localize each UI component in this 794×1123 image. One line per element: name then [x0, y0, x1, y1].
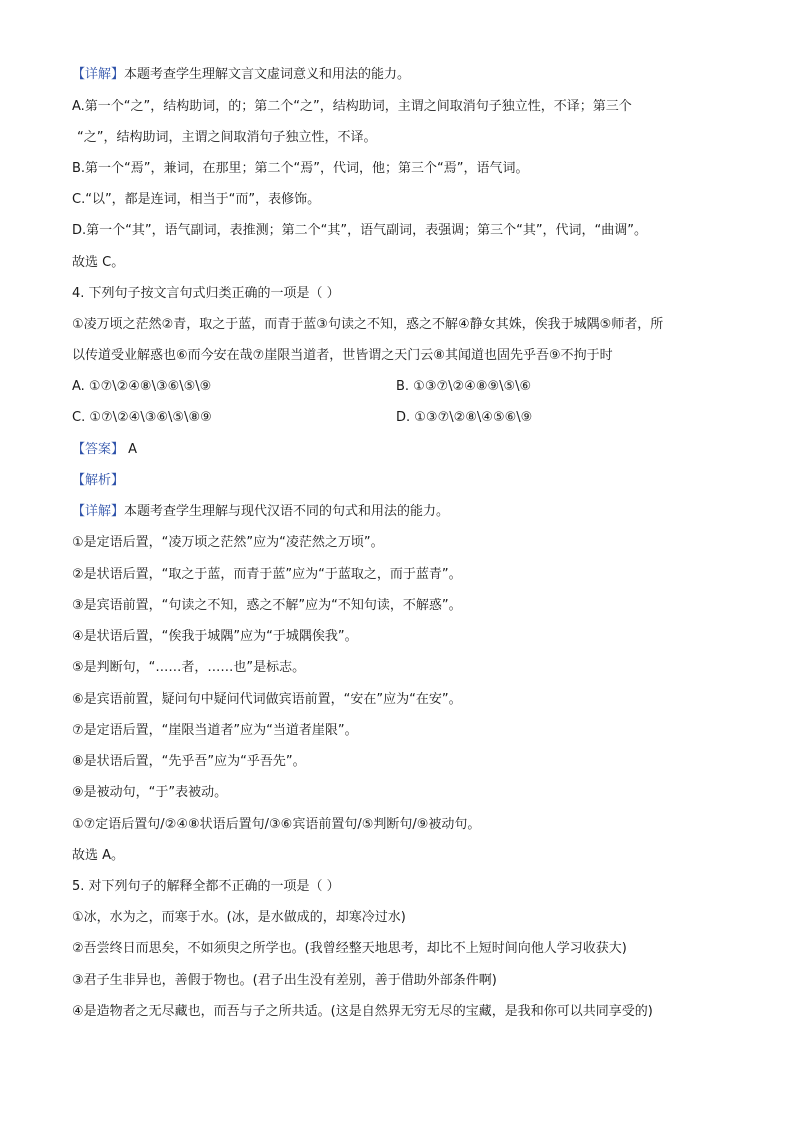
- detail-item-6: ⑥是宾语前置，疑问句中疑问代词做宾语前置，“安在”应为“在安”。: [72, 692, 462, 707]
- explanation-a-line2: “之”，结构助词，主谓之间取消句子独立性，不译。: [77, 130, 377, 145]
- analysis-line: [72, 472, 124, 490]
- question-4-sentences-line2: 以传道受业解惑也⑥而今安在哉⑦崖限当道者，世皆谓之天门云⑧其闻道也固先乎吾⑨不拘于时: [72, 348, 613, 363]
- question-5-sentence-3: ③君子生非异也，善假于物也。(君子出生没有差别，善于借助外部条件啊): [72, 973, 497, 988]
- answer-line: [72, 441, 137, 459]
- question-4-sentences-line1: ①凌万顷之茫然②青，取之于蓝，而青于蓝③句读之不知，惑之不解④静女其姝，俟我于城隅⑤师者，所: [72, 317, 664, 332]
- question-5-sentence-4: ④是造物者之无尽藏也，而吾与子之所共适。(这是自然界无穷无尽的宝藏，是我和你可以共同享受的): [72, 1004, 653, 1019]
- detail-item-9: ⑨是被动句，“于”表被动。: [72, 785, 228, 800]
- detail-heading-line-2: [72, 503, 449, 521]
- detail-heading-line: [72, 66, 410, 84]
- answer-value: A: [128, 442, 138, 457]
- question-5-sentence-1: ①冰，水为之，而寒于水。(冰，是水做成的，却寒冷过水): [72, 910, 406, 925]
- detail-text: 本题考查学生理解文言文虚词意义和用法的能力。: [124, 67, 411, 82]
- explanation-d: D.第一个“其”，语气副词，表推测；第二个“其”，语气副词，表强调；第三个“其”，代词，“曲调”。: [72, 223, 648, 238]
- option-c: C. ①⑦\②④\③⑥\⑤\⑧⑨: [72, 410, 212, 425]
- explanation-b: B.第一个“焉”，兼词，在那里；第二个“焉”，代词，他；第三个“焉”，语气词。: [72, 161, 529, 176]
- question-5-stem: 5. 对下列句子的解释全都不正确的一项是（ ）: [72, 879, 340, 894]
- question-4-stem: 4. 下列句子按文言句式归类正确的一项是（ ）: [72, 286, 340, 301]
- detail-item-3: ③是宾语前置，“句读之不知，惑之不解”应为“不知句读，不解惑”。: [72, 598, 462, 613]
- explanation-c: C.“以”，都是连词，相当于“而”，表修饰。: [72, 192, 321, 207]
- detail-item-2: ②是状语后置，“取之于蓝，而青于蓝”应为“于蓝取之，而于蓝青”。: [72, 567, 462, 582]
- detail-item-7: ⑦是定语后置，“崖限当道者”应为“当道者崖限”。: [72, 723, 358, 738]
- option-d: D. ①③⑦\②⑧\④⑤⑥\⑨: [396, 410, 533, 425]
- conclusion-c: 故选 C。: [72, 255, 125, 270]
- detail-text-2: 本题考查学生理解与现代汉语不同的句式和用法的能力。: [124, 504, 450, 519]
- detail-item-8: ⑧是状语后置，“先乎吾”应为“乎吾先”。: [72, 754, 306, 769]
- detail-item-5: ⑤是判断句，“……者，……也”是标志。: [72, 660, 306, 675]
- detail-tag-2: 【详解】: [72, 504, 125, 519]
- detail-item-1: ①是定语后置，“凌万顷之茫然”应为“凌茫然之万顷”。: [72, 535, 384, 550]
- explanation-a-line1: A.第一个“之”，结构助词，的；第二个“之”，结构助词，主谓之间取消句子独立性，不译；第三个: [72, 99, 632, 114]
- detail-item-4: ④是状语后置，“俟我于城隅”应为“于城隅俟我”。: [72, 629, 358, 644]
- conclusion-a: 故选 A。: [72, 848, 125, 863]
- option-a: A. ①⑦\②④⑧\③⑥\⑤\⑨: [72, 379, 212, 394]
- detail-tag: 【详解】: [72, 67, 125, 82]
- detail-summary: ①⑦定语后置句/②④⑧状语后置句/③⑥宾语前置句/⑤判断句/⑨被动句。: [72, 817, 481, 832]
- analysis-tag: 【解析】: [72, 473, 125, 488]
- answer-tag: 【答案】: [72, 442, 125, 457]
- question-5-sentence-2: ②吾尝终日而思矣，不如须臾之所学也。(我曾经整天地思考，却比不上短时间向他人学习收获大): [72, 941, 627, 956]
- option-b: B. ①③⑦\②④⑧⑨\⑤\⑥: [396, 379, 532, 394]
